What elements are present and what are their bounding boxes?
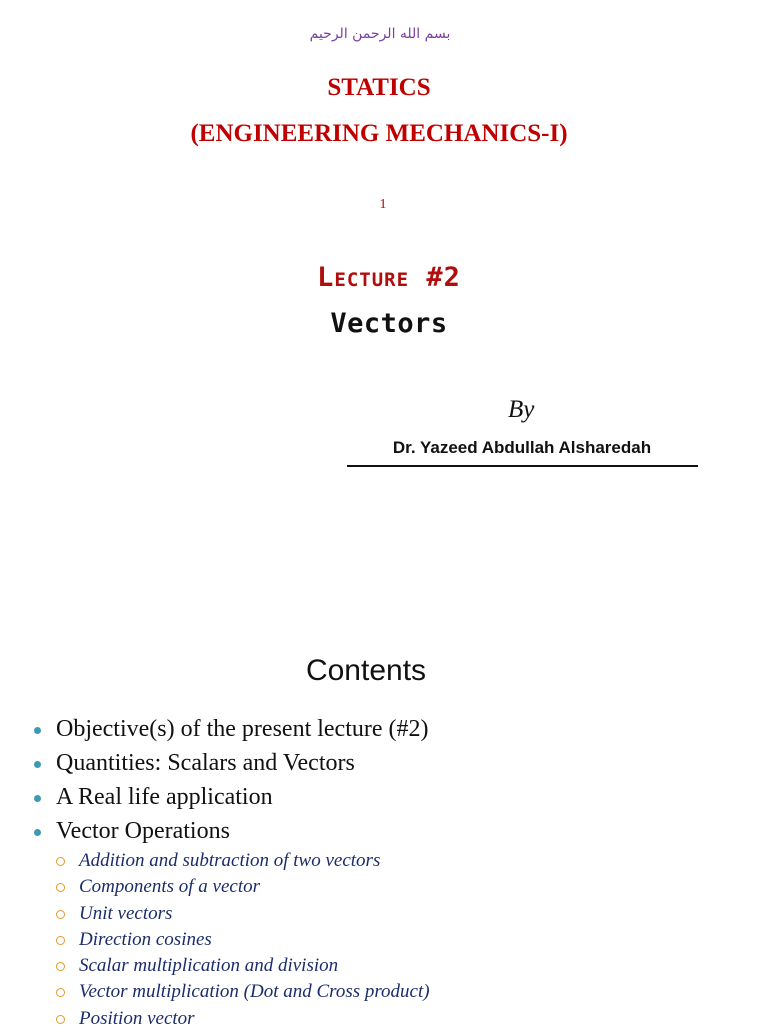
ring-bullet-icon bbox=[56, 988, 65, 997]
bullet-icon bbox=[34, 761, 41, 768]
bullet-icon bbox=[34, 727, 41, 734]
sublist-item bbox=[55, 953, 430, 979]
contents-list bbox=[34, 712, 429, 848]
bullet-icon bbox=[34, 795, 41, 802]
ring-bullet-icon bbox=[56, 1015, 65, 1024]
author-underline bbox=[347, 465, 698, 467]
list-item bbox=[34, 780, 429, 814]
ring-bullet-icon bbox=[56, 910, 65, 919]
sublist-item bbox=[55, 874, 430, 900]
sublist-item-label: Vector multiplication (Dot and Cross product) bbox=[79, 981, 430, 1003]
list-item-label: Vector Operations bbox=[56, 818, 230, 844]
sublist-item-label: Position vector bbox=[79, 1007, 195, 1029]
ring-bullet-icon bbox=[56, 936, 65, 945]
course-subtitle: (ENGINEERING MECHANICS-I) bbox=[190, 120, 568, 147]
lecture-label: Lecture #2 bbox=[317, 262, 461, 293]
sublist-item-label: Addition and subtraction of two vectors bbox=[79, 850, 381, 871]
course-title: STATICS bbox=[327, 74, 431, 101]
ring-bullet-icon bbox=[56, 962, 65, 971]
list-item bbox=[34, 814, 429, 848]
vector-operations-sublist bbox=[55, 848, 430, 1032]
sublist-item-label: Components of a vector bbox=[79, 876, 261, 898]
sublist-item-label: Scalar multiplication and division bbox=[79, 955, 339, 977]
bullet-icon bbox=[34, 829, 41, 836]
arabic-header: بسم الله الرحمن الرحيم bbox=[309, 26, 451, 42]
ring-bullet-icon bbox=[56, 857, 65, 866]
sublist-item bbox=[55, 1006, 430, 1032]
list-item-label: Objective(s) of the present lecture (#2) bbox=[56, 716, 429, 742]
sublist-item-label: Direction cosines bbox=[79, 928, 212, 950]
sublist-item bbox=[55, 979, 430, 1005]
sublist-item bbox=[55, 927, 430, 953]
list-item-label: Quantities: Scalars and Vectors bbox=[56, 750, 355, 776]
topic-title: Vectors bbox=[330, 308, 448, 339]
sublist-item bbox=[55, 848, 430, 874]
ring-bullet-icon bbox=[56, 883, 65, 892]
sublist-item bbox=[55, 901, 430, 927]
page-number: 1 bbox=[379, 197, 387, 212]
author-name: Dr. Yazeed Abdullah Alsharedah bbox=[392, 438, 652, 457]
by-label: By bbox=[508, 396, 535, 423]
list-item bbox=[34, 746, 429, 780]
list-item bbox=[34, 712, 429, 746]
contents-title: Contents bbox=[305, 654, 427, 687]
list-item-label: A Real life application bbox=[56, 784, 273, 810]
sublist-item-label: Unit vectors bbox=[79, 902, 173, 924]
